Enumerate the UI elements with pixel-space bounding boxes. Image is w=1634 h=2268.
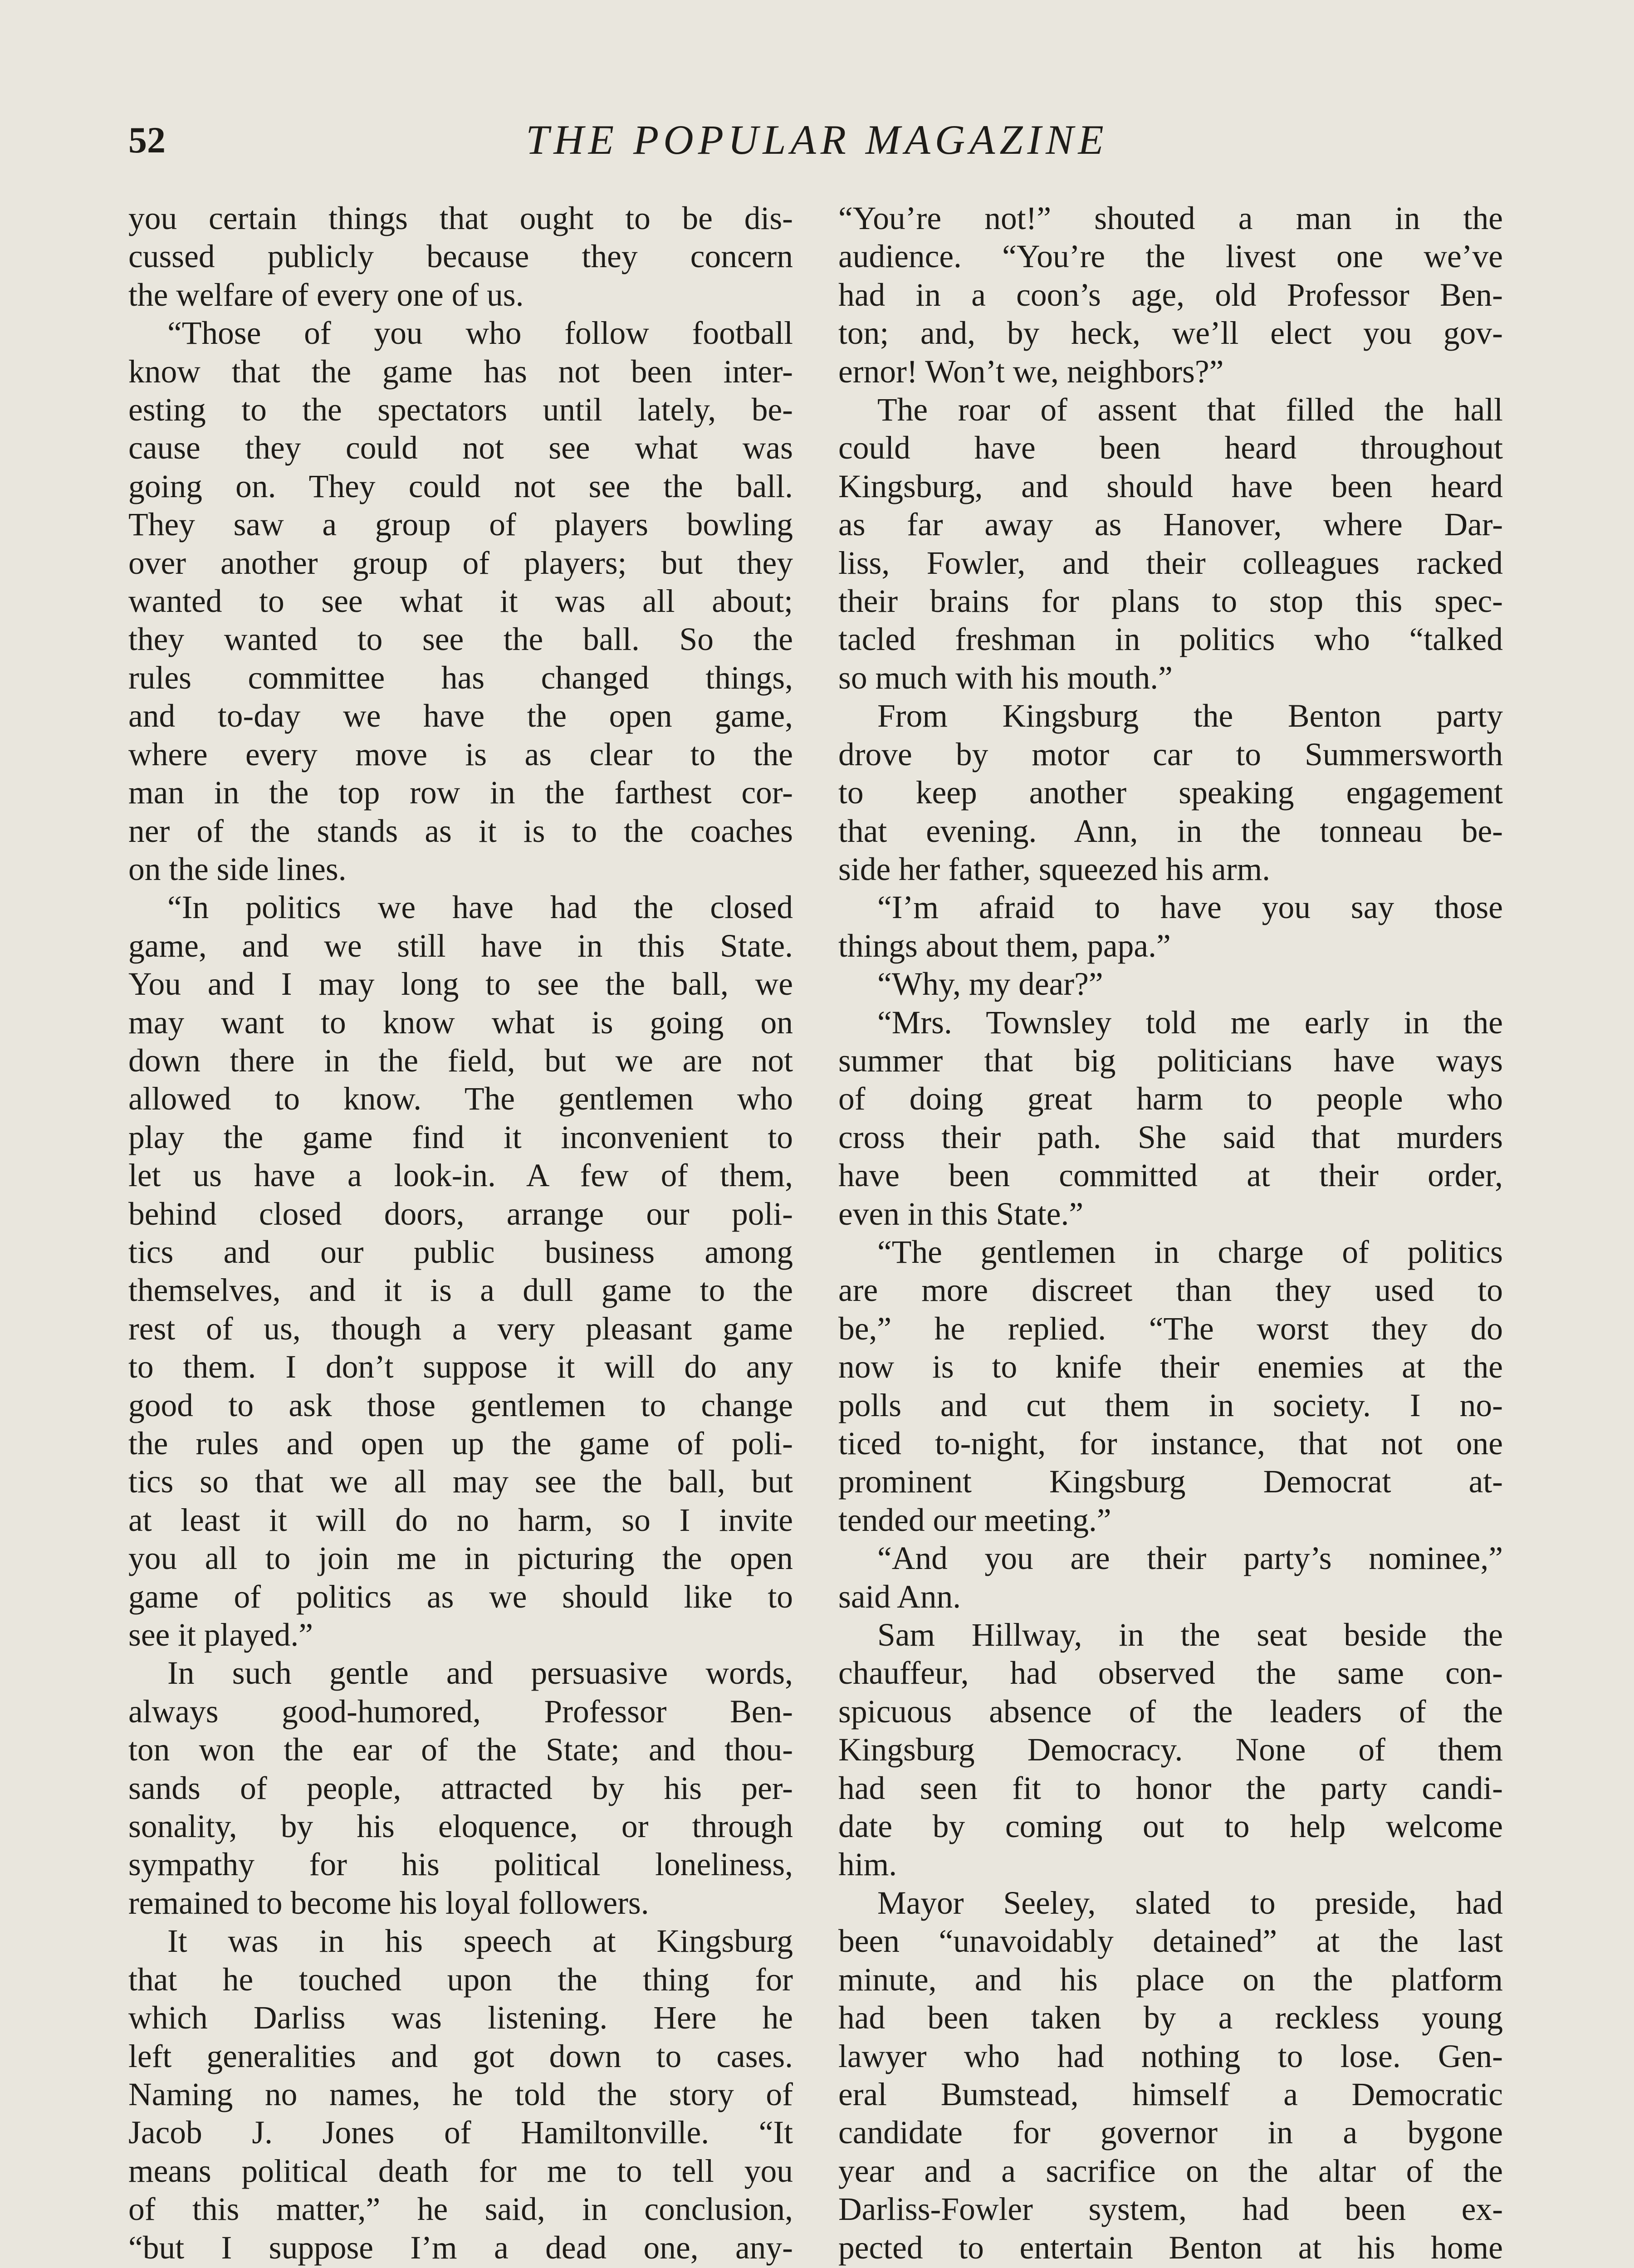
text-line: ton won the ear of the State; and thou- [128, 1732, 793, 1768]
text-line: Sam Hillway, in the seat beside the [877, 1617, 1503, 1653]
text-line: tics and our public business among [128, 1234, 793, 1270]
text-line: “but I suppose I’m a dead one, any- [128, 2229, 793, 2266]
text-line: spicuous absence of the leaders of the [838, 1693, 1503, 1730]
text-line: play the game find it inconvenient to [128, 1119, 793, 1155]
text-line: wanted to see what it was all about; [128, 583, 793, 620]
text-line: game of politics as we should like to [128, 1579, 793, 1615]
text-line: cross their path. She said that murders [838, 1119, 1503, 1155]
text-line: minute, and his place on the platform [838, 1961, 1503, 1998]
text-line: ner of the stands as it is to the coaches [128, 813, 793, 849]
text-line: means political death for me to tell you [128, 2153, 793, 2189]
text-line: and to-day we have the open game, [128, 698, 793, 734]
text-line: could have been heard throughout [838, 430, 1503, 466]
text-line: audience. “You’re the livest one we’ve [838, 239, 1503, 275]
text-line: You and I may long to see the ball, we [128, 966, 793, 1002]
text-line: you certain things that ought to be dis- [128, 200, 793, 236]
text-line: to keep another speaking engagement [838, 775, 1503, 811]
text-line: they wanted to see the ball. So the [128, 621, 793, 658]
text-line: candidate for governor in a bygone [838, 2115, 1503, 2151]
text-line: side her father, squeezed his arm. [838, 851, 1271, 887]
text-line: to them. I don’t suppose it will do any [128, 1349, 793, 1385]
text-line: chauffeur, had observed the same con- [838, 1655, 1503, 1691]
text-line: behind closed doors, arrange our poli- [128, 1196, 793, 1232]
text-line: even in this State.” [838, 1196, 1084, 1232]
text-line: ernor! Won’t we, neighbors?” [838, 353, 1224, 390]
page-number: 52 [128, 119, 166, 161]
text-line: game, and we still have in this State. [128, 928, 793, 964]
text-line: liss, Fowler, and their colleagues racked [838, 545, 1503, 581]
text-line: that evening. Ann, in the tonneau be- [838, 813, 1503, 849]
text-line: let us have a look-in. A few of them, [128, 1158, 793, 1194]
text-line: polls and cut them in society. I no- [838, 1387, 1503, 1423]
text-line: They saw a group of players bowling [128, 507, 793, 543]
text-line: “Those of you who follow football [167, 315, 793, 352]
text-line: on the side lines. [128, 851, 347, 887]
text-line: Naming no names, he told the story of [128, 2076, 793, 2112]
text-line: left generalities and got down to cases. [128, 2038, 793, 2074]
text-line: going on. They could not see the ball. [128, 468, 793, 504]
text-line: From Kingsburg the Benton party [877, 698, 1503, 734]
text-line: The roar of assent that filled the hall [877, 392, 1503, 428]
text-line: always good-humored, Professor Ben- [128, 1693, 793, 1730]
text-line: are more discreet than they used to [838, 1272, 1503, 1309]
text-line: date by coming out to help welcome [838, 1809, 1503, 1845]
text-line: him. [838, 1847, 897, 1883]
text-line: of doing great harm to people who [838, 1081, 1503, 1117]
text-line: the welfare of every one of us. [128, 277, 524, 313]
text-line: that he touched upon the thing for [128, 1961, 793, 1998]
text-line: things about them, papa.” [838, 928, 1171, 964]
text-line: sonality, by his eloquence, or through [128, 1809, 793, 1845]
text-line: prominent Kingsburg Democrat at- [838, 1464, 1503, 1500]
text-line: “Mrs. Townsley told me early in the [877, 1004, 1503, 1041]
text-line: said Ann. [838, 1579, 961, 1615]
text-line: good to ask those gentlemen to change [128, 1387, 793, 1423]
text-line: had in a coon’s age, old Professor Ben- [838, 277, 1503, 313]
text-line: pected to entertain Benton at his home [838, 2229, 1503, 2266]
text-line: been “unavoidably detained” at the last [838, 1923, 1503, 1960]
left-column [128, 200, 793, 2268]
text-line: “I’m afraid to have you say those [877, 890, 1503, 926]
text-line: of this matter,” he said, in conclusion, [128, 2191, 793, 2228]
text-line: themselves, and it is a dull game to the [128, 1272, 793, 1309]
text-line: “You’re not!” shouted a man in the [838, 200, 1503, 236]
text-line: “The gentlemen in charge of politics [877, 1234, 1503, 1270]
text-line: cause they could not see what was [128, 430, 793, 466]
text-line: you all to join me in picturing the open [128, 1540, 793, 1577]
text-line: ton; and, by heck, we’ll elect you gov- [838, 315, 1503, 352]
text-line: may want to know what is going on [128, 1004, 793, 1041]
text-line: summer that big politicians have ways [838, 1042, 1503, 1079]
text-line: rest of us, though a very pleasant game [128, 1310, 793, 1347]
text-line: had seen fit to honor the party candi- [838, 1770, 1503, 1806]
text-line: rules committee has changed things, [128, 660, 793, 696]
text-line: their brains for plans to stop this spec- [838, 583, 1503, 620]
text-line: where every move is as clear to the [128, 736, 793, 772]
text-line: see it played.” [128, 1617, 313, 1653]
text-line: tacled freshman in politics who “talked [838, 621, 1503, 658]
text-line: esting to the spectators until lately, be- [128, 392, 793, 428]
text-line: down there in the field, but we are not [128, 1042, 793, 1079]
text-line: so much with his mouth.” [838, 660, 1173, 696]
text-line: sympathy for his political loneliness, [128, 1847, 793, 1883]
text-line: lawyer who had nothing to lose. Gen- [838, 2038, 1503, 2074]
text-line: In such gentle and persuasive words, [167, 1655, 793, 1691]
text-line: drove by motor car to Summersworth [838, 736, 1503, 772]
text-line: had been taken by a reckless young [838, 2000, 1503, 2036]
text-line: now is to knife their enemies at the [838, 1349, 1503, 1385]
text-line: “And you are their party’s nominee,” [877, 1540, 1503, 1577]
text-line: know that the game has not been inter- [128, 353, 793, 390]
text-line: ticed to-night, for instance, that not one [838, 1426, 1503, 1461]
text-line: be,” he replied. “The worst they do [838, 1310, 1503, 1347]
text-line: eral Bumstead, himself a Democratic [838, 2076, 1503, 2112]
text-line: allowed to know. The gentlemen who [128, 1081, 793, 1117]
text-line: “In politics we have had the closed [167, 890, 793, 926]
text-line: Jacob J. Jones of Hamiltonville. “It [128, 2115, 793, 2151]
text-line: It was in his speech at Kingsburg [167, 1923, 793, 1960]
text-line: have been committed at their order, [838, 1158, 1503, 1194]
text-line: cussed publicly because they concern [128, 239, 793, 275]
text-line: as far away as Hanover, where Dar- [838, 507, 1503, 543]
text-line: Mayor Seeley, slated to preside, had [877, 1885, 1503, 1921]
right-column [838, 200, 1503, 2268]
text-line: year and a sacrifice on the altar of the [838, 2153, 1503, 2189]
text-line: Kingsburg Democracy. None of them [838, 1732, 1503, 1768]
text-line: remained to become his loyal followers. [128, 1885, 649, 1921]
text-line: the rules and open up the game of poli- [128, 1426, 793, 1461]
text-line: sands of people, attracted by his per- [128, 1770, 793, 1806]
text-line: tended our meeting.” [838, 1502, 1111, 1538]
text-line: at least it will do no harm, so I invite [128, 1502, 793, 1538]
text-line: tics so that we all may see the ball, but [128, 1464, 793, 1500]
text-line: Darliss-Fowler system, had been ex- [838, 2191, 1503, 2228]
running-title: THE POPULAR MAGAZINE [526, 117, 1108, 163]
text-line: Kingsburg, and should have been heard [838, 468, 1503, 504]
text-line: which Darliss was listening. Here he [128, 2000, 793, 2036]
text-line: “Why, my dear?” [877, 966, 1103, 1002]
text-line: man in the top row in the farthest cor- [128, 775, 793, 811]
text-line: over another group of players; but they [128, 545, 793, 581]
